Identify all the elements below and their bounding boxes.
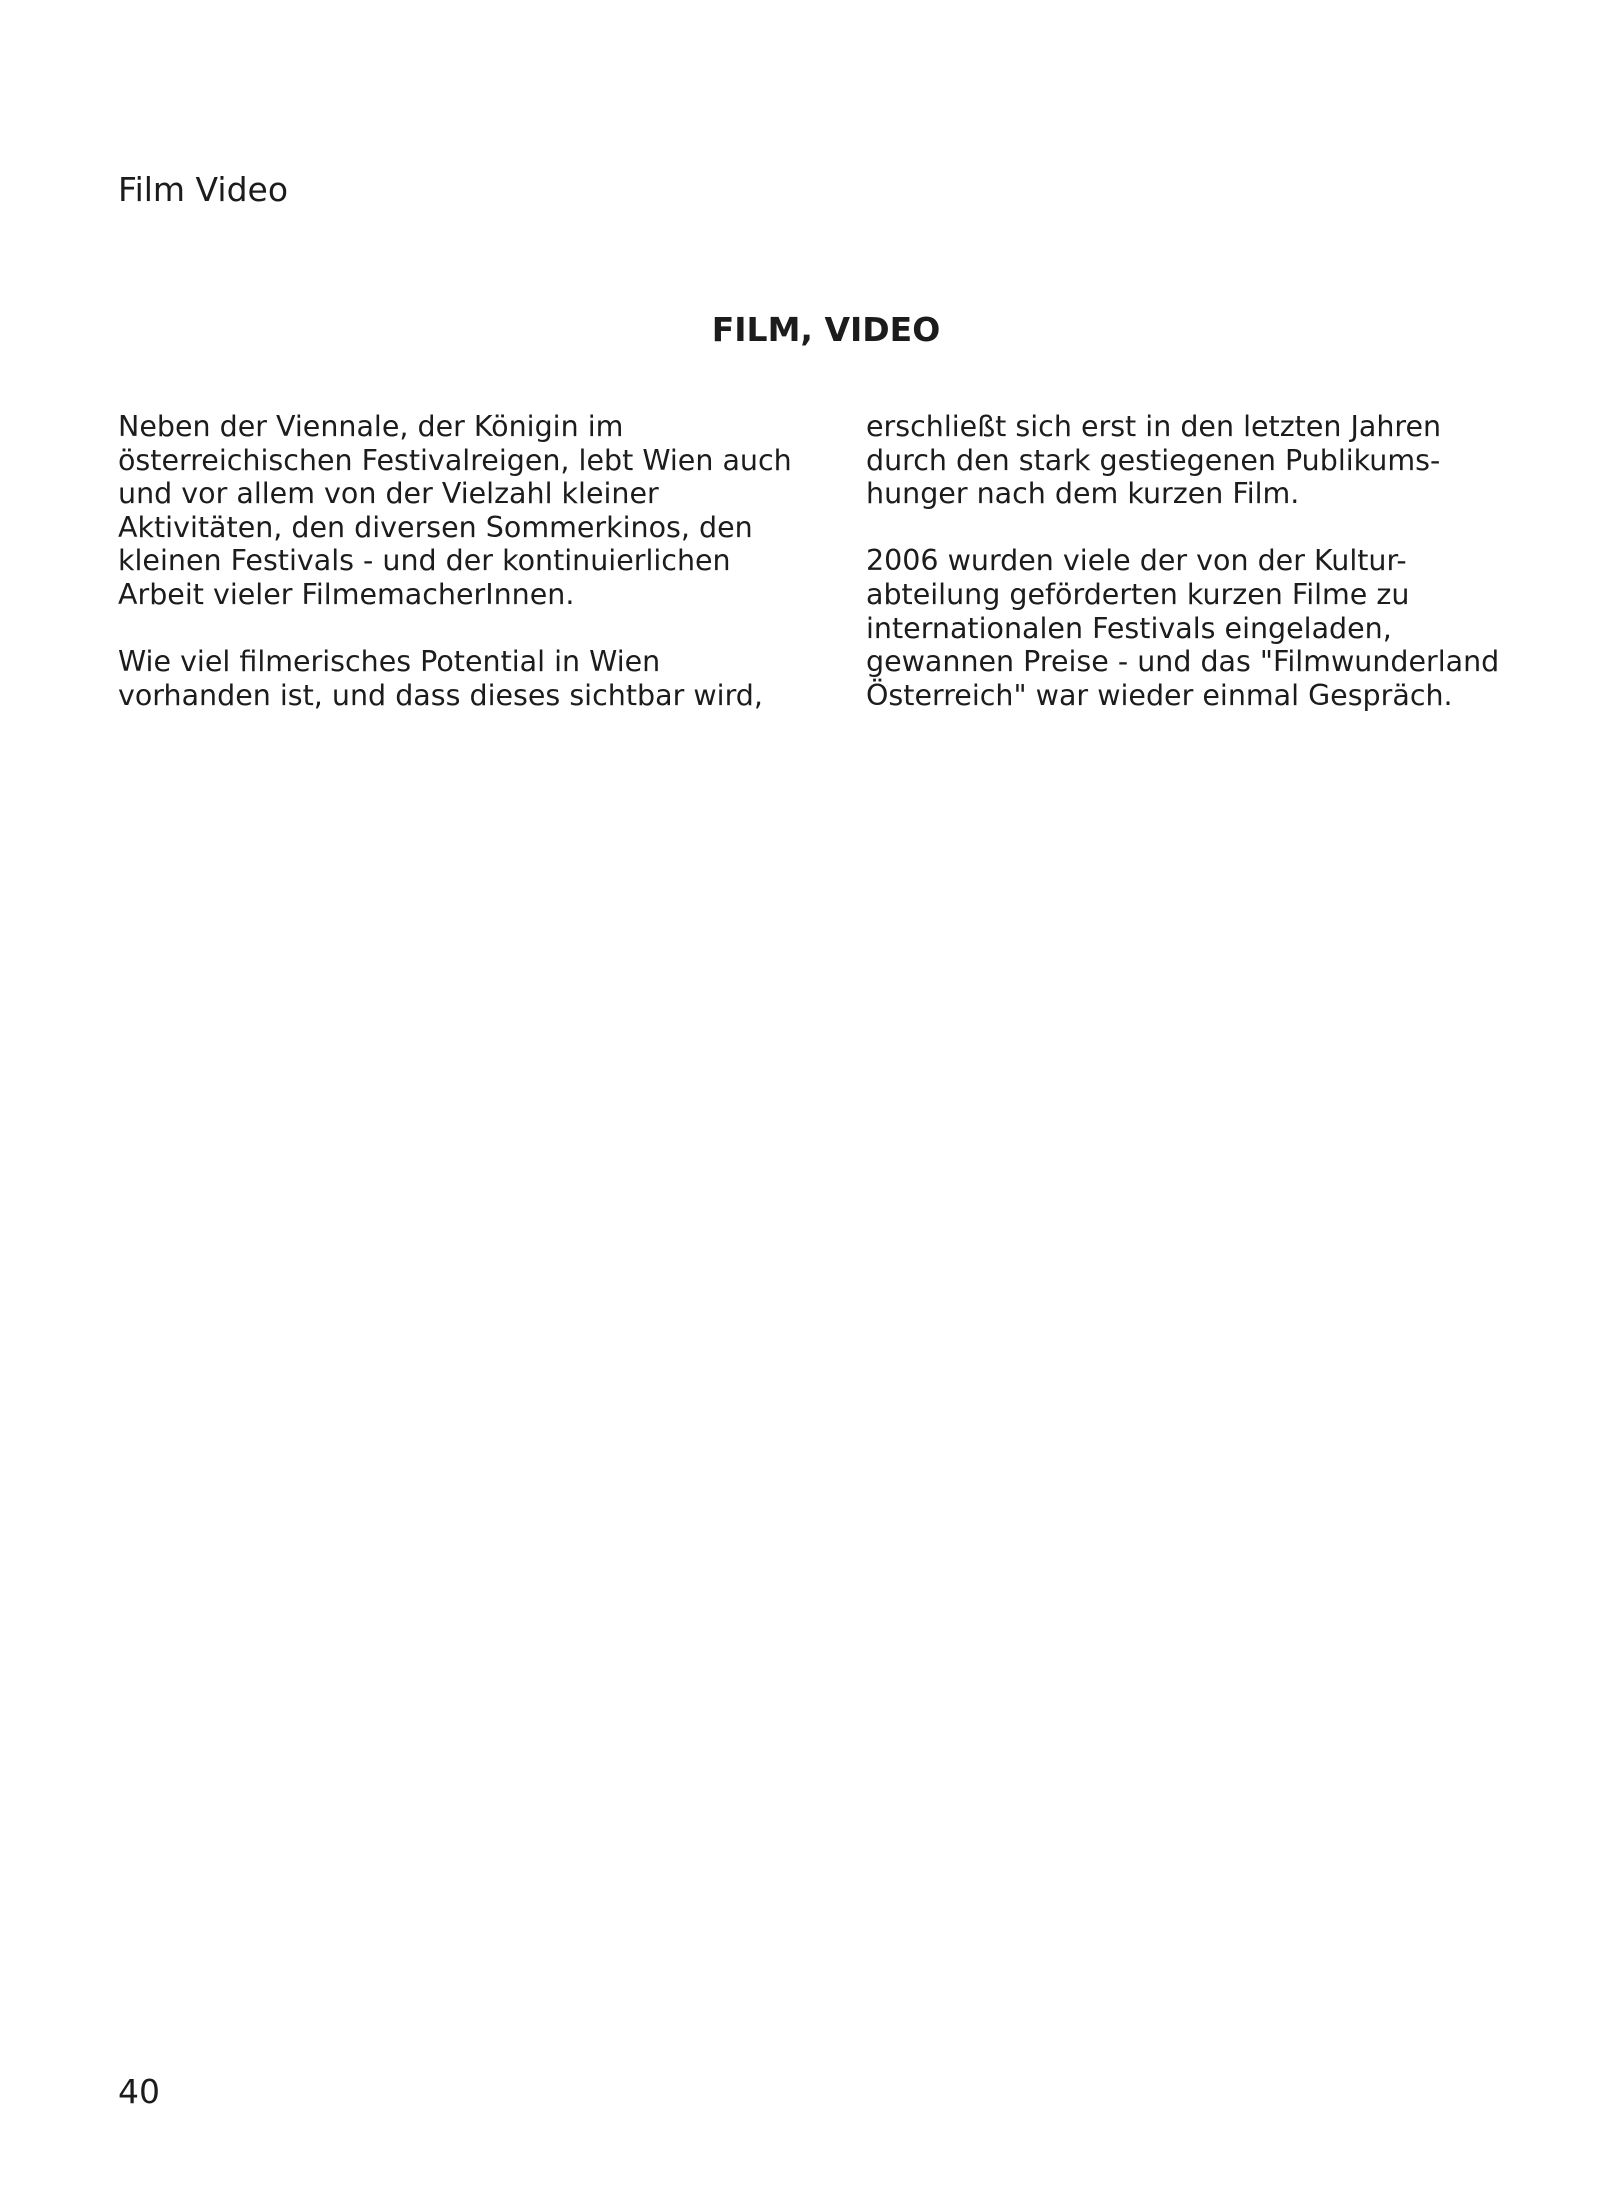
section-title: FILM, VIDEO bbox=[711, 310, 941, 349]
text-column-left bbox=[118, 410, 818, 712]
text-line: vorhanden ist, und dass dieses sichtbar wird, bbox=[118, 678, 763, 712]
paragraph-gap bbox=[866, 511, 1566, 545]
text-line: österreichischen Festivalreigen, lebt Wien auch bbox=[118, 443, 792, 477]
text-line: durch den stark gestiegenen Publikums- bbox=[866, 443, 1441, 477]
paragraph-right-1 bbox=[866, 410, 1566, 511]
text-line: gewannen Preise - und das "Filmwunderland bbox=[866, 645, 1500, 679]
text-line: Aktivitäten, den diversen Sommerkinos, den bbox=[118, 510, 753, 544]
text-line: hunger nach dem kurzen Film. bbox=[866, 477, 1300, 511]
text-line: und vor allem von der Vielzahl kleiner bbox=[118, 477, 659, 511]
running-head: Film Video bbox=[118, 170, 289, 209]
text-line: Arbeit vieler FilmemacherInnen. bbox=[118, 577, 575, 611]
paragraph-left-2 bbox=[118, 645, 818, 712]
paragraph-left-1 bbox=[118, 410, 818, 612]
text-line: internationalen Festivals eingeladen, bbox=[866, 611, 1392, 645]
page-number: 40 bbox=[118, 2072, 160, 2111]
text-line: Neben der Viennale, der Königin im bbox=[118, 410, 624, 443]
paragraph-gap bbox=[118, 612, 818, 646]
paragraph-right-2 bbox=[866, 544, 1566, 712]
text-line: 2006 wurden viele der von der Kultur- bbox=[866, 544, 1407, 578]
text-line: kleinen Festivals - und der kontinuierlichen bbox=[118, 544, 731, 578]
text-line: Wie viel filmerisches Potential in Wien bbox=[118, 645, 661, 679]
text-line: abteilung geförderten kurzen Filme zu bbox=[866, 577, 1410, 611]
text-line: erschließt sich erst in den letzten Jahren bbox=[866, 410, 1442, 443]
text-line: Österreich" war wieder einmal Gespräch. bbox=[866, 678, 1453, 712]
text-column-right bbox=[866, 410, 1566, 712]
